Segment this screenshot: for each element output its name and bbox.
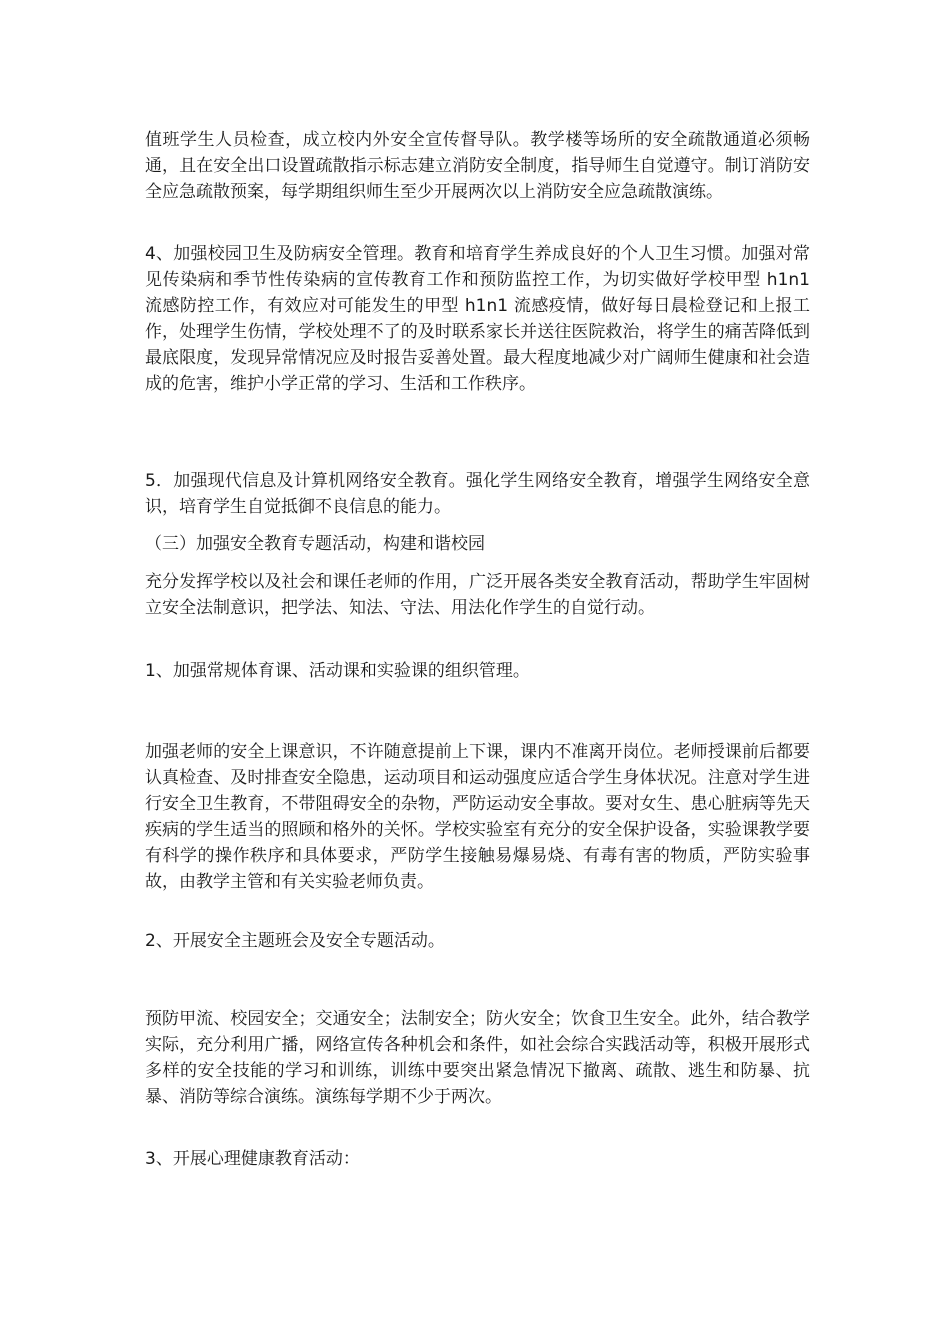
paragraph-safety-activities: 充分发挥学校以及社会和课任老师的作用，广泛开展各类安全教育活动，帮助学生牢固树立安全法制意识，把学法、知法、守法、用法化作学生的自觉行动。 [145,572,810,618]
paragraph-hygiene-management: 4、加强校园卫生及防病安全管理。教育和培育学生养成良好的个人卫生习惯。加强对常见传染病和季节性传染病的宣传教育工作和预防监控工作，为切实做好学校甲型 h1n1 流感防控工作，有效应对可能发生的甲型 h1n1 流感疫情，做好每日晨检登记和上报工作，处理学生伤情，学校处理不了的及时联系家长并送往医院救治，将学生的痛苦降低到最底限度，发现异常情况应及时报告妥善处置。最大程度地减少对广阔师生健康和社会造成的危害，维护小学正常的学习、生活和工作秩序。 [145,244,810,394]
paragraph-safety-topics: 预防甲流、校园安全；交通安全；法制安全；防火安全；饮食卫生安全。此外，结合教学实际，充分利用广播，网络宣传各种机会和条件，如社会综合实践活动等，积极开展形式多样的安全技能的学习和训练，训练中要突出紧急情况下撤离、疏散、逃生和防暴、抗暴、消防等综合演练。演练每学期不少于两次。 [145,1009,810,1107]
paragraph-fire-safety: 值班学生人员检查，成立校内外安全宣传督导队。教学楼等场所的安全疏散通道必须畅通，且在安全出口设置疏散指示标志建立消防安全制度，指导师生自觉遵守。制订消防安全应急疏散预案，每学期组织师生至少开展两次以上消防安全应急疏散演练。 [145,130,810,202]
item-heading-three: 3、开展心理健康教育活动： [145,1149,360,1169]
paragraph-class-safety: 加强老师的安全上课意识，不许随意提前上下课，课内不准离开岗位。老师授课前后都要认真检查、及时排查安全隐患，运动项目和运动强度应适合学生身体状况。注意对学生进行安全卫生教育，不带阻碍安全的杂物，严防运动安全事故。要对女生、患心脏病等先天疾病的学生适当的照顾和格外的关怀。学校实验室有充分的安全保护设备，实验课教学要有科学的操作秩序和具体要求，严防学生接触易爆易烧、有毒有害的物质，严防实验事故，由教学主管和有关实验老师负责。 [145,742,810,892]
item-heading-two: 2、开展安全主题班会及安全专题活动。 [145,931,445,951]
item-heading-one: 1、加强常规体育课、活动课和实验课的组织管理。 [145,661,530,681]
paragraph-network-safety: 5．加强现代信息及计算机网络安全教育。强化学生网络安全教育，增强学生网络安全意识，培育学生自觉抵御不良信息的能力。 [145,471,810,517]
section-heading-three: （三）加强安全教育专题活动，构建和谐校园 [145,534,485,554]
